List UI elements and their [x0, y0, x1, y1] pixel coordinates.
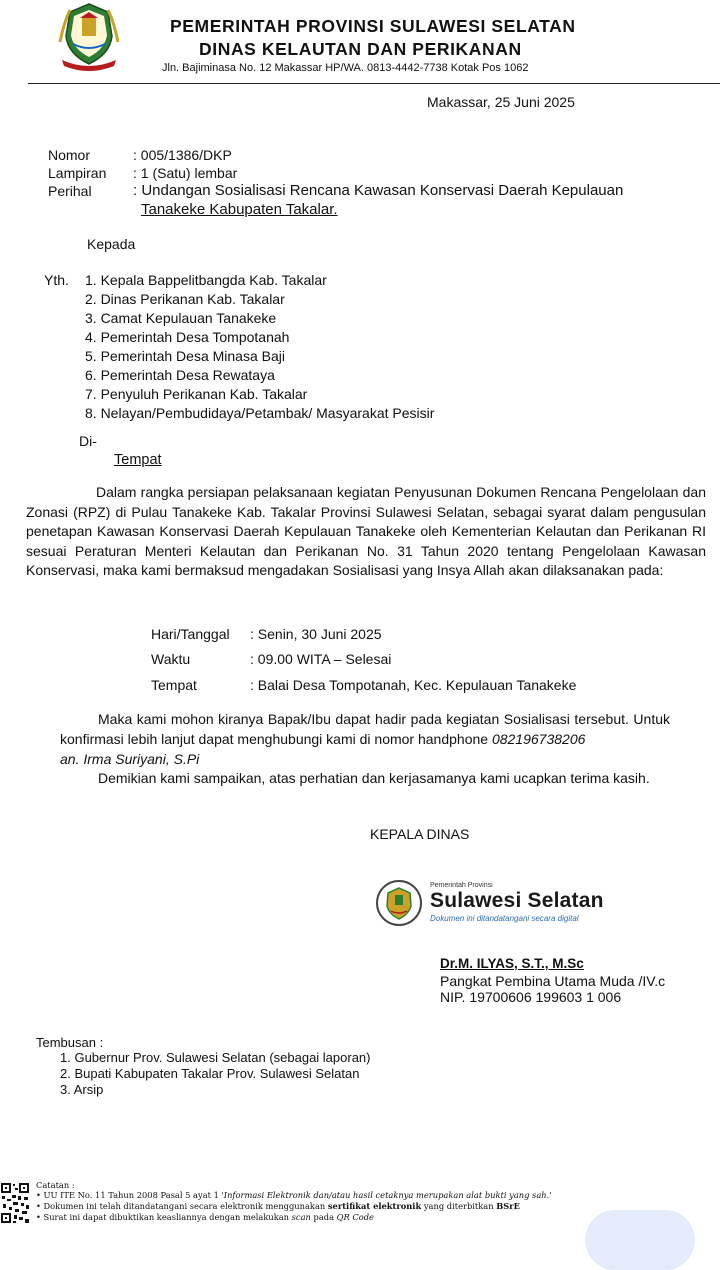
- di-label: Di-: [79, 433, 97, 449]
- signature-title: KEPALA DINAS: [370, 826, 470, 842]
- provincial-crest-logo: [58, 2, 120, 72]
- perihal-value-cont: Tanakeke Kabupaten Takalar.: [141, 201, 338, 218]
- request-paragraph: [60, 710, 670, 749]
- event-place-value: : Balai Desa Tompotanah, Kec. Kepulauan Tanakeke: [250, 677, 577, 693]
- lampiran-label: Lampiran: [48, 165, 107, 181]
- tembusan-label: Tembusan :: [36, 1035, 104, 1050]
- stamp-sub-text: Dokumen ini ditandatangani secara digital: [430, 914, 579, 923]
- footer-line-qr: • Surat ini dapat dibuktikan keasliannya dengan melakukan scan pada QR Code: [36, 1212, 374, 1222]
- tembusan-item: 2. Bupati Kabupaten Takalar Prov. Sulawesi Selatan: [60, 1066, 360, 1081]
- nomor-value: : 005/1386/DKP: [133, 147, 232, 163]
- footer-label: Catatan :: [36, 1180, 75, 1190]
- closing-paragraph: Demikian kami sampaikan, atas perhatian dan kerjasamanya kami ucapkan terima kasih.: [98, 770, 650, 786]
- stamp-big-text: Sulawesi Selatan: [430, 889, 604, 912]
- footer-line-certificate: • Dokumen ini telah ditandatangani secara elektronik menggunakan sertifikat elektronik yang diterbitkan BSrE: [36, 1201, 520, 1211]
- stamp-small-text: Pemerintah Provinsi: [430, 882, 493, 889]
- contact-name: an. Irma Suriyani, S.Pi: [60, 751, 200, 767]
- qr-code: [0, 1181, 30, 1225]
- event-day-value: : Senin, 30 Juni 2025: [250, 626, 382, 642]
- recipient-item: 6. Pemerintah Desa Rewataya: [85, 367, 275, 383]
- recipient-item: 7. Penyuluh Perikanan Kab. Takalar: [85, 386, 308, 402]
- floating-action-button[interactable]: [585, 1210, 695, 1270]
- place-date: Makassar, 25 Juni 2025: [427, 94, 575, 110]
- stamp-crest-icon: [376, 880, 422, 926]
- letterhead-government: PEMERINTAH PROVINSI SULAWESI SELATAN: [170, 16, 576, 36]
- kepada-label: Kepada: [87, 236, 136, 252]
- letterhead-address: Jln. Bajiminasa No. 12 Makassar HP/WA. 0813-4442-7738 Kotak Pos 1062: [162, 62, 529, 74]
- event-time-label: Waktu: [151, 651, 191, 667]
- nomor-label: Nomor: [48, 147, 91, 163]
- recipient-item: 3. Camat Kepulauan Tanakeke: [85, 310, 277, 326]
- recipient-item: 1. Kepala Bappelitbangda Kab. Takalar: [85, 272, 327, 288]
- lampiran-value: : 1 (Satu) lembar: [133, 165, 238, 181]
- recipient-item: 2. Dinas Perikanan Kab. Takalar: [85, 291, 285, 307]
- yth-label: Yth.: [44, 272, 69, 288]
- perihal-value: : Undangan Sosialisasi Rencana Kawasan Konservasi Daerah Kepulauan: [133, 182, 624, 199]
- event-place-label: Tempat: [151, 677, 197, 693]
- event-day-label: Hari/Tanggal: [151, 626, 230, 642]
- tembusan-item: 1. Gubernur Prov. Sulawesi Selatan (sebagai laporan): [60, 1050, 371, 1065]
- tembusan-item: 3. Arsip: [60, 1082, 104, 1097]
- event-time-value: : 09.00 WITA – Selesai: [250, 651, 392, 667]
- perihal-label: Perihal: [48, 183, 92, 199]
- recipient-item: 4. Pemerintah Desa Tompotanah: [85, 329, 290, 345]
- recipient-item: 5. Pemerintah Desa Minasa Baji: [85, 348, 285, 364]
- request-text: Maka kami mohon kiranya Bapak/Ibu dapat hadir pada kegiatan Sosialisasi tersebut. Untuk konfirmasi lebih lanjut dapat menghubungi kami di nomor handphone: [60, 711, 670, 747]
- signatory-name: Dr.M. ILYAS, S.T., M.Sc: [440, 956, 584, 971]
- signatory-nip: NIP. 19700606 199603 1 006: [440, 989, 622, 1005]
- footer-line-ite: • UU ITE No. 11 Tahun 2008 Pasal 5 ayat 1 'Informasi Elektronik dan/atau hasil cetaknya merupakan alat bukti yang sah.': [36, 1190, 552, 1200]
- letterhead-agency: DINAS KELAUTAN DAN PERIKANAN: [199, 39, 522, 59]
- recipient-item: 8. Nelayan/Pembudidaya/Petambak/ Masyarakat Pesisir: [85, 405, 435, 421]
- body-paragraph: Dalam rangka persiapan pelaksanaan kegiatan Penyusunan Dokumen Rencana Pengelolaan dan Zonasi (RPZ) di Pulau Tanakeke Kab. Takalar Provinsi Sulawesi Selatan, sebagai syarat dalam pengusulan penetapan Kawasan Konservasi Daerah Kepulauan Tanakeke oleh Kementerian Kelautan dan Perikanan RI sesuai Peraturan Menteri Kelautan dan Perikanan No. 31 Tahun 2020 tentang Pengelolaan Kawasan Konservasi, maka kami bermaksud mengadakan Sosialisasi yang Insya Allah akan dilaksanakan pada:: [26, 484, 706, 578]
- letterhead-divider: [28, 83, 720, 84]
- signatory-rank: Pangkat Pembina Utama Muda /IV.c: [440, 973, 666, 989]
- digital-signature-stamp: [376, 878, 611, 928]
- tempat-label: Tempat: [114, 452, 162, 468]
- contact-phone: 082196738206: [491, 730, 586, 747]
